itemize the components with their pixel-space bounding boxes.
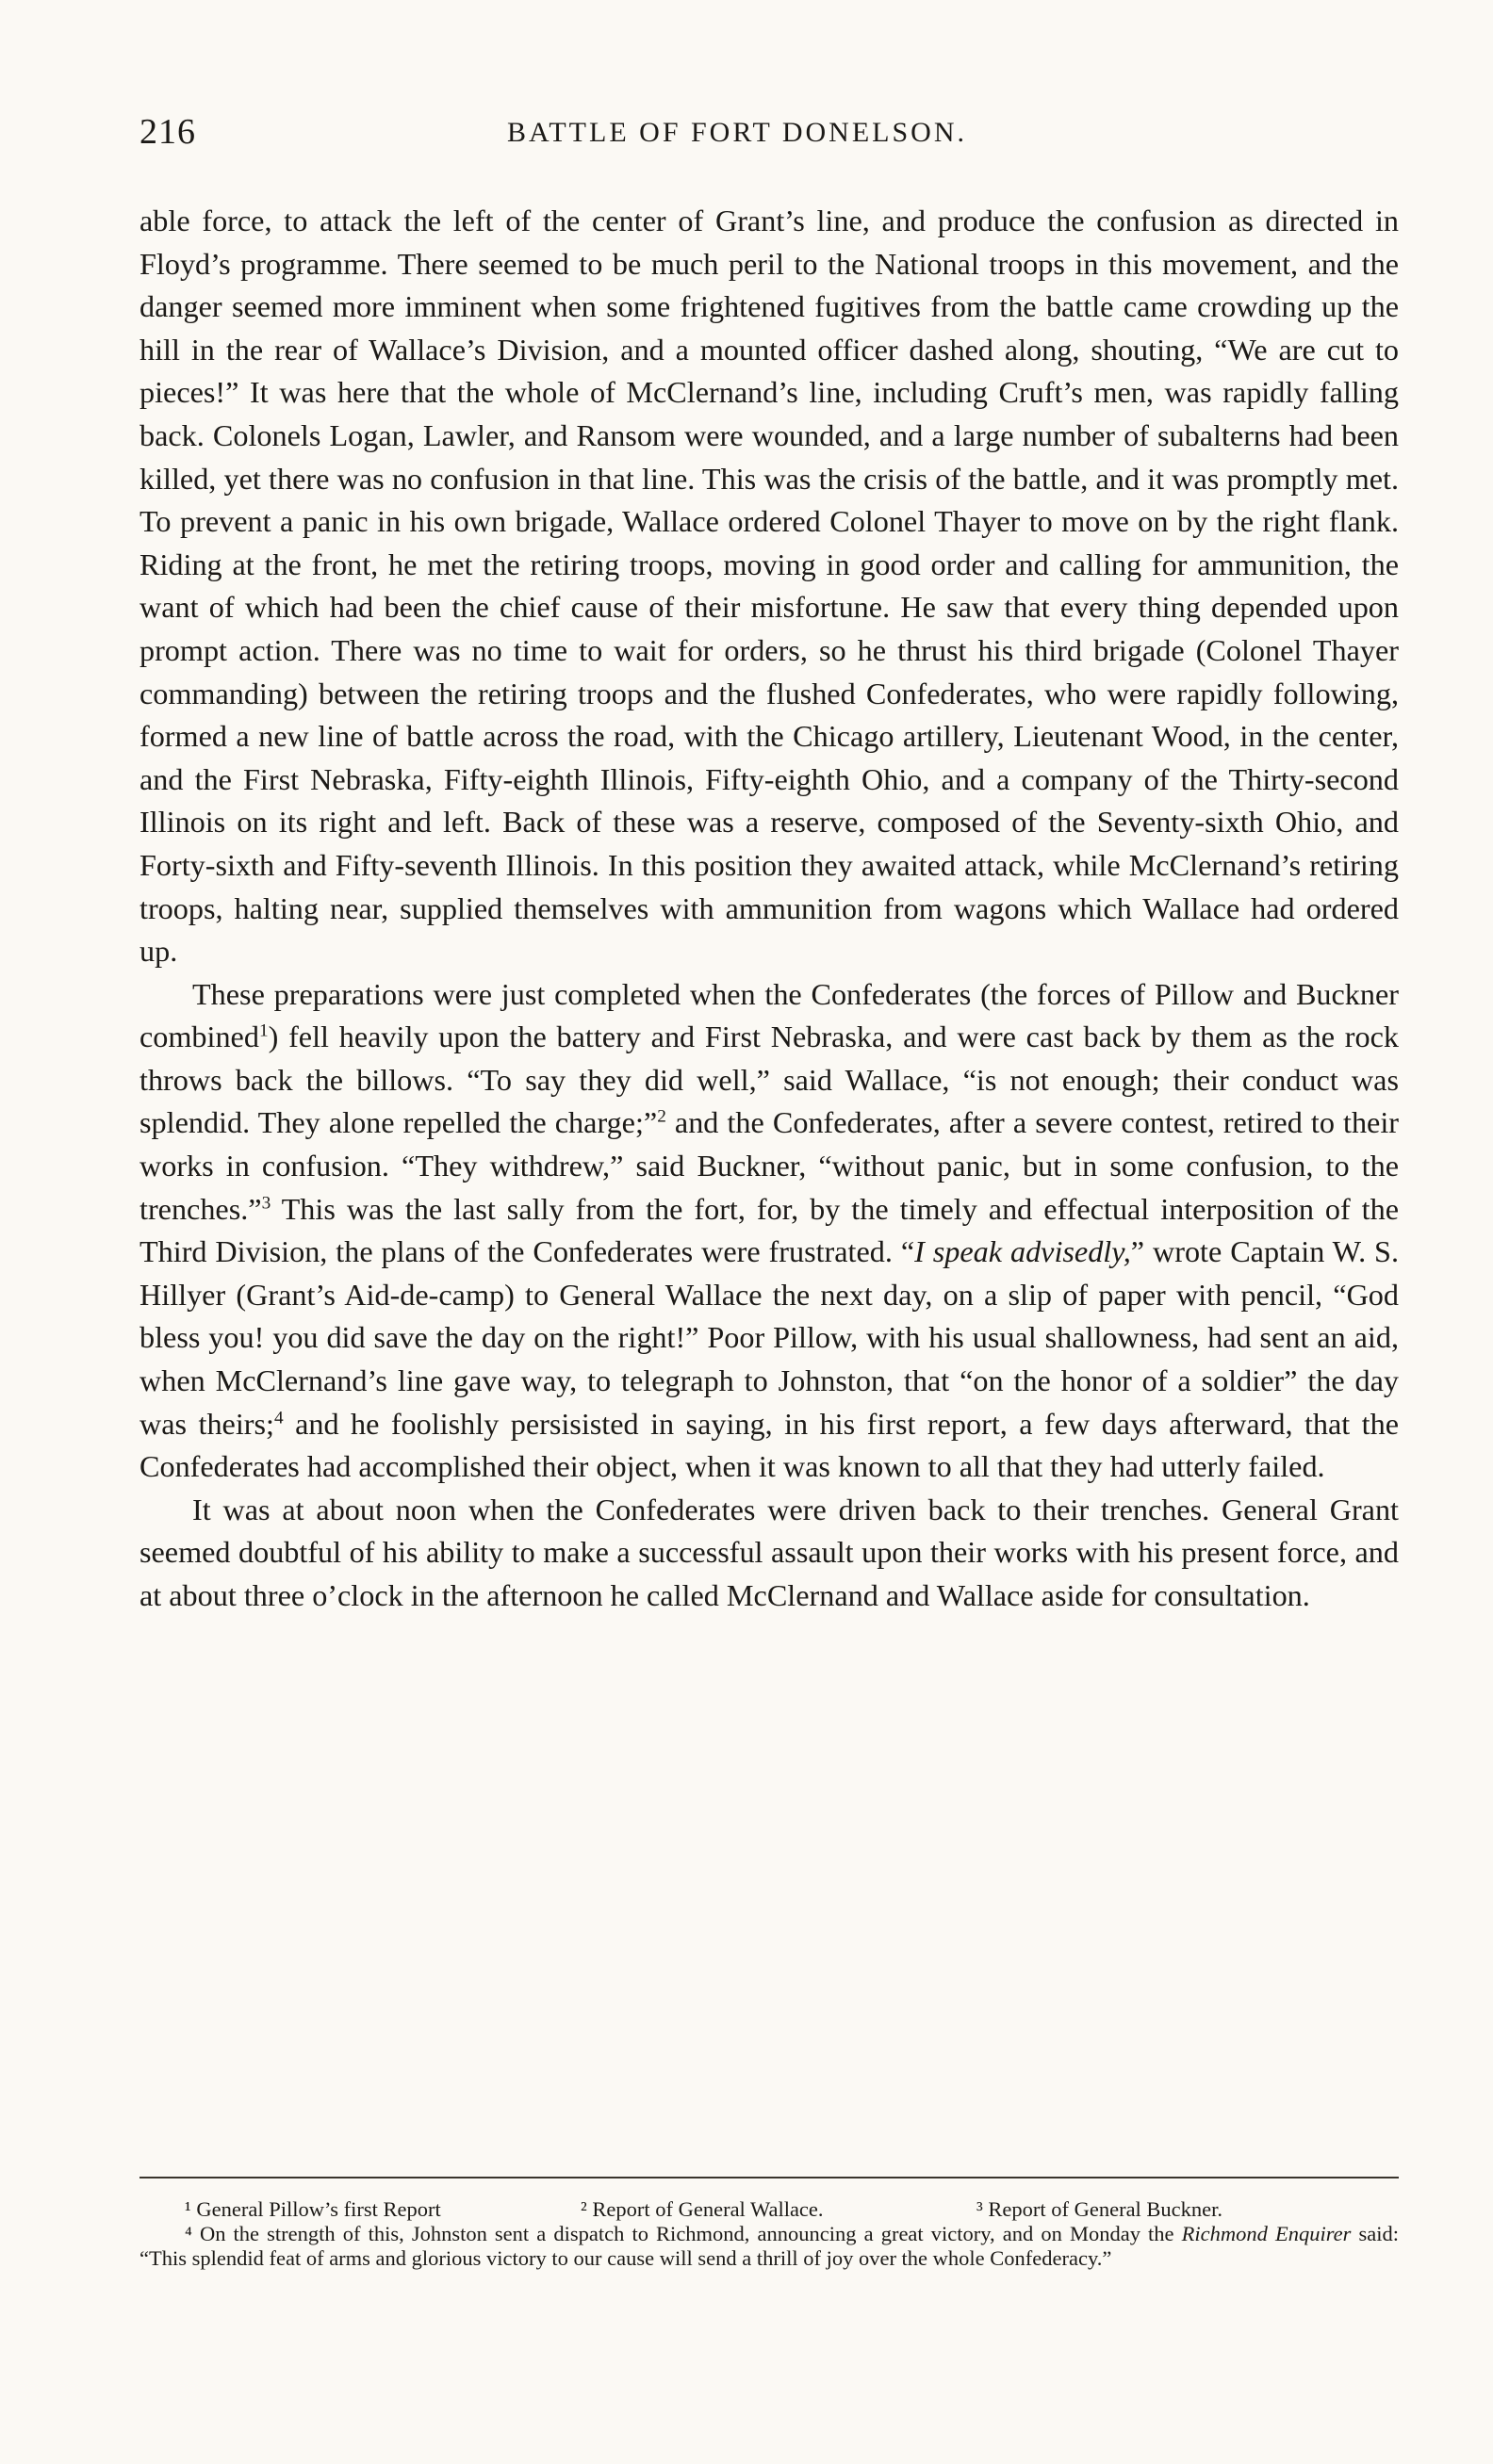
footnote-ref-2: 2 bbox=[657, 1106, 666, 1127]
paragraph-1: able force, to attack the left of the center of Grant’s line, and produce the confusion as directed in Floyd’s programme. There seemed to be much peril to the National troops in this movement, and the danger seemed more imminent when some frightened fugitives from the battle came crowding up the hill in the rear of Wallace’s Division, and a mounted officer dashed along, shouting, “We are cut to pieces!” It was here that the whole of McClernand’s line, including Cruft’s men, was rapidly falling back. Colonels Logan, Lawler, and Ransom were wounded, and a large number of subalterns had been killed, yet there was no confusion in that line. This was the crisis of the battle, and it was promptly met. To prevent a panic in his own brigade, Wallace ordered Colonel Thayer to move on by the right flank. Riding at the front, he met the retiring troops, moving in good order and calling for ammunition, the want of which had been the chief cause of their misfortune. He saw that every thing depended upon prompt action. There was no time to wait for orders, so he thrust his third brigade (Colonel Thayer commanding) between the retiring troops and the flushed Confederates, who were rapidly following, formed a new line of battle across the road, with the Chicago artillery, Lieutenant Wood, in the center, and the First Nebraska, Fifty-eighth Illinois, Fifty-eighth Ohio, and a company of the Thirty-second Illinois on its right and left. Back of these was a reserve, composed of the Seventy-sixth Ohio, and Forty-sixth and Fifty-seventh Illinois. In this position they awaited attack, while McClernand’s retiring troops, halting near, supplied themselves with ammunition from wagons which Wallace had ordered up. bbox=[139, 204, 1399, 969]
paragraph-2-text-b: ) fell heavily upon the battery and First Nebraska, and were cast back by them as the rock throws back the billows. “To say they did well,” said Wallace, “is not enough; their conduct was splendid. They alone repelled the charge;” bbox=[139, 1020, 1399, 1140]
running-head bbox=[139, 111, 1393, 168]
footnote-ref-1: 1 bbox=[258, 1020, 269, 1041]
paragraph-2 bbox=[139, 973, 1399, 1489]
paragraph-2-text-d: This was the last sally from the fort, for, by the timely and effectual interposition of the Third Division, the plans of the Confederates were frustrated. “ bbox=[139, 1191, 1399, 1269]
paragraph-2-text-f: and he foolishly persisisted in saying, in his first report, a few days afterward, that the Confederates had accomplished their object, when it was known to all that they had utterly failed. bbox=[139, 1406, 1399, 1484]
footnote-4-text-b: said: “This splendid feat of arms and glorious victory to our cause will send a thrill of joy over the whole Confederacy.” bbox=[139, 2222, 1400, 2270]
footnote-rule bbox=[139, 2177, 1399, 2178]
footnote-ref-3: 3 bbox=[261, 1192, 271, 1213]
footnote-3: ³ Report of General Buckner. bbox=[976, 2197, 1223, 2221]
paragraph-3: It was at about noon when the Confederates were driven back to their trenches. General Grant seemed doubtful of his ability to make a successful assault upon their works with his present force, and at about three o’clock in the afternoon he called McClernand and Wallace aside for consultation. bbox=[139, 1492, 1399, 1612]
page-number: 216 bbox=[139, 112, 196, 152]
body-text bbox=[139, 200, 1399, 1618]
paragraph-2-text-a: These preparations were just completed when the Confederates (the forces of Pillow and Buckner combined bbox=[139, 976, 1399, 1054]
footnote-1: ¹ General Pillow’s first Report bbox=[185, 2197, 441, 2221]
footnote-4-text-a: ⁴ On the strength of this, Johnston sent a dispatch to Richmond, announcing a great victory, and on Monday the bbox=[185, 2222, 1182, 2245]
footnote-ref-4: 4 bbox=[273, 1407, 284, 1428]
running-title: BATTLE OF FORT DONELSON. bbox=[507, 117, 968, 148]
paragraph-2-text-e: ” wrote Captain W. S. Hillyer (Grant’s Aid-de-camp) to General Wallace the next day, on a slip of paper with pencil, “God bless you! you did save the day on the right!” Poor Pillow, with his usual shallowness, had sent an aid, when McClernand’s line gave way, to telegraph to Johnston, that “on the honor of a soldier” the day was theirs; bbox=[139, 1234, 1400, 1441]
paragraph-2-text-c: and the Confederates, after a severe contest, retired to their works in confusion. “They withdrew,” said Buckner, “without panic, but in some confusion, to the trenches.” bbox=[139, 1105, 1399, 1226]
footnote-4-italic: Richmond Enquirer bbox=[1181, 2222, 1352, 2245]
footnote-2: ² Report of General Wallace. bbox=[581, 2197, 824, 2221]
footnotes bbox=[139, 2197, 1399, 2271]
footnote-row bbox=[185, 2197, 1399, 2222]
footnote-4 bbox=[139, 2222, 1399, 2271]
paragraph-2-italic-quote: I speak advisedly, bbox=[914, 1234, 1131, 1269]
